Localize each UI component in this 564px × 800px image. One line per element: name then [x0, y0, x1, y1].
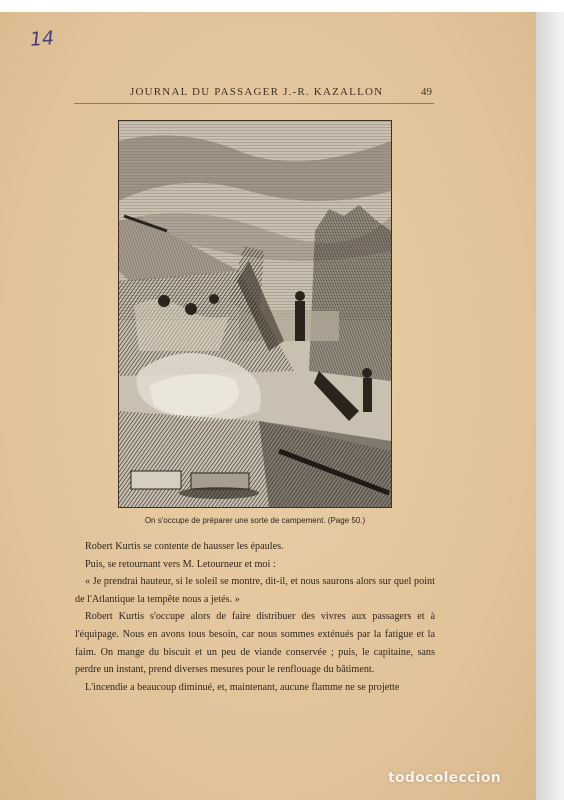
paragraph: Puis, se retournant vers M. Letourneur et moi : [85, 558, 276, 570]
page-number: 49 [421, 86, 432, 98]
handwritten-page-note: 14 [29, 27, 55, 51]
body-text [75, 538, 435, 696]
paragraph: Robert Kurtis s'occupe alors de faire distribuer des vivres aux passagers et à l'équipage. Nous en avons tous besoin, car nous sommes exténués par la fatigue et la faim. On mange du biscuit et un peu de viande conservée ; puis, le capitaine, sans perdre un instant, prend diverses mesures pour le renflouage du bâtiment. [75, 611, 435, 676]
page-edge-shadow [536, 12, 564, 800]
illustration-caption: On s'occupe de préparer une sorte de campement. (Page 50.) [144, 516, 366, 525]
shipwreck-engraving [119, 121, 391, 507]
paragraph: Robert Kurtis se contente de hausser les épaules. [85, 541, 284, 552]
watermark-logo: todocoleccion [388, 770, 502, 786]
paragraph: « Je prendrai hauteur, si le soleil se montre, dit-il, et nous saurons alors sur quel point de l'Atlantique la tempête nous a jetés. » [75, 576, 435, 605]
engraving-illustration [118, 120, 392, 508]
running-head: JOURNAL DU PASSAGER J.-R. KAZALLON [130, 86, 384, 98]
header-rule [74, 103, 434, 104]
paragraph: L'incendie a beaucoup diminué, et, maintenant, aucune flamme ne se projette [85, 681, 400, 693]
